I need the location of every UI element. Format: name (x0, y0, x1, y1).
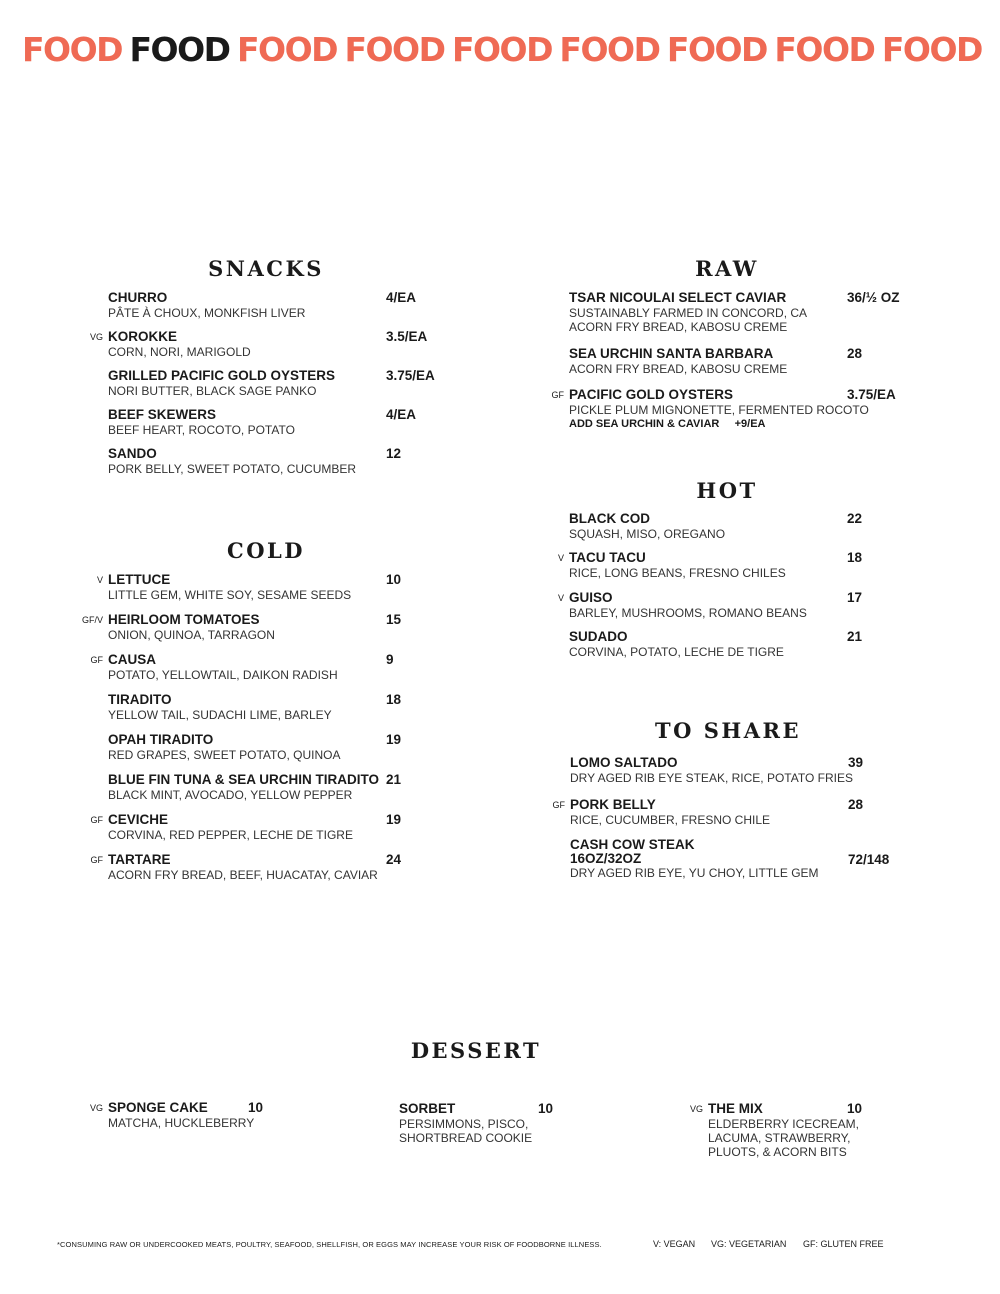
menu-item-cash-cow-steak-16oz-32oz (570, 837, 890, 880)
banner-word: FOOD (774, 30, 875, 69)
item-description: ACORN FRY BREAD, KABOSU CREME (569, 362, 788, 376)
banner-word: FOOD (666, 30, 767, 69)
item-name: CEVICHE (108, 812, 169, 827)
item-name: SUDADO (569, 629, 628, 644)
item-description: SUSTAINABLY FARMED IN CONCORD, CA (569, 306, 808, 320)
menu-item-sea-urchin-santa-barbara (569, 346, 863, 376)
menu-item-sorbet (399, 1101, 554, 1145)
item-price: 9 (386, 652, 394, 667)
cold-heading: COLD (227, 538, 305, 563)
item-name: GUISO (569, 590, 613, 605)
item-price: 19 (386, 732, 402, 747)
item-description: POTATO, YELLOWTAIL, DAIKON RADISH (108, 668, 338, 682)
item-name: PORK BELLY (570, 797, 656, 812)
menu-item-the-mix (689, 1101, 863, 1159)
item-price: 28 (847, 346, 863, 361)
item-description: RED GRAPES, SWEET POTATO, QUINOA (108, 748, 341, 762)
item-name: PACIFIC GOLD OYSTERS (569, 387, 734, 402)
item-price: 12 (386, 446, 402, 461)
dietary-tag: VG (689, 1104, 703, 1114)
menu-item-causa (90, 652, 394, 682)
item-name: KOROKKE (108, 329, 178, 344)
item-name: TACU TACU (569, 550, 646, 565)
legend-vegan: V: VEGAN (653, 1239, 696, 1249)
item-description: DRY AGED RIB EYE STEAK, RICE, POTATO FRIES (570, 771, 853, 785)
item-description: ACORN FRY BREAD, KABOSU CREME (569, 320, 788, 334)
item-description: PERSIMMONS, PISCO, (399, 1117, 529, 1131)
banner-word: FOOD (236, 30, 338, 69)
item-name: BLUE FIN TUNA & SEA URCHIN TIRADITO (108, 772, 379, 787)
banner-word: FOOD (22, 30, 123, 69)
menu-item-black-cod (569, 511, 863, 541)
menu-item-lomo-saltado (570, 755, 864, 785)
menu-item-pacific-gold-oysters (551, 387, 896, 431)
dessert-heading: DESSERT (410, 1038, 542, 1063)
menu-item-opah-tiradito (108, 732, 402, 762)
item-price: 10 (386, 572, 402, 587)
item-price: 4/EA (386, 407, 417, 422)
item-name: TARTARE (108, 852, 171, 867)
menu-item-blue-fin-tuna-sea-urchin-tiradito (108, 772, 402, 802)
item-description: CORN, NORI, MARIGOLD (108, 345, 251, 359)
item-description: ELDERBERRY ICECREAM, (708, 1117, 859, 1131)
item-description: CORVINA, POTATO, LECHE DE TIGRE (569, 645, 784, 659)
menu-item-guiso (557, 590, 863, 620)
menu-item-lettuce (96, 572, 402, 602)
item-name: SORBET (399, 1101, 456, 1116)
item-price: 15 (386, 612, 402, 627)
item-description: BARLEY, MUSHROOMS, ROMANO BEANS (569, 606, 807, 620)
item-price: 17 (847, 590, 863, 605)
item-name: CASH COW STEAK 16OZ/32OZ (570, 837, 695, 866)
item-price: 18 (847, 550, 863, 565)
menu-item-sponge-cake (89, 1100, 264, 1130)
item-description: RICE, LONG BEANS, FRESNO CHILES (569, 566, 786, 580)
item-price: 21 (847, 629, 863, 644)
item-description: MATCHA, HUCKLEBERRY (108, 1116, 255, 1130)
item-price: 3.75/EA (847, 387, 896, 402)
legend-gluten-free: GF: GLUTEN FREE (803, 1239, 884, 1249)
dietary-tag: V (96, 575, 103, 585)
item-name: SEA URCHIN SANTA BARBARA (569, 346, 774, 361)
item-description: BLACK MINT, AVOCADO, YELLOW PEPPER (108, 788, 353, 802)
banner-word: FOOD (881, 30, 982, 69)
item-price: 4/EA (386, 290, 417, 305)
item-price: 36/½ OZ (847, 290, 900, 305)
menu-item-tartare (90, 852, 402, 882)
food-banner (22, 30, 982, 70)
menu-item-tiradito (108, 692, 402, 722)
menu-item-grilled-pacific-gold-oysters (108, 368, 435, 398)
menu-item-ceviche (90, 812, 402, 842)
menu-item-tacu-tacu (557, 550, 863, 580)
item-description: RICE, CUCUMBER, FRESNO CHILE (570, 813, 771, 827)
item-description: ACORN FRY BREAD, BEEF, HUACATAY, CAVIAR (108, 868, 378, 882)
item-price: 10 (847, 1101, 863, 1116)
item-name: SPONGE CAKE (108, 1100, 208, 1115)
snacks-heading: SNACKS (208, 256, 324, 281)
item-price: 72/148 (848, 852, 890, 867)
item-description: LITTLE GEM, WHITE SOY, SESAME SEEDS (108, 588, 352, 602)
dietary-tag: GF (551, 390, 564, 400)
item-description: SHORTBREAD COOKIE (399, 1131, 533, 1145)
item-name: THE MIX (708, 1101, 763, 1116)
item-description: PÂTE À CHOUX, MONKFISH LIVER (108, 306, 306, 320)
dietary-tag: V (557, 593, 564, 603)
item-price: 10 (538, 1101, 554, 1116)
item-price: 3.5/EA (386, 329, 428, 344)
menu-item-sando (108, 446, 402, 476)
item-name: BEEF SKEWERS (108, 407, 217, 422)
menu-item-heirloom-tomatoes (81, 612, 402, 642)
item-name: SANDO (108, 446, 157, 461)
item-description: CORVINA, RED PEPPER, LECHE DE TIGRE (108, 828, 353, 842)
item-description: ONION, QUINOA, TARRAGON (108, 628, 275, 642)
item-description: PICKLE PLUM MIGNONETTE, FERMENTED ROCOTO (569, 403, 869, 417)
dietary-tag: VG (89, 1103, 103, 1113)
menu-item-sudado (569, 629, 863, 659)
banner-word: FOOD (344, 30, 445, 69)
banner-word: FOOD (129, 30, 230, 69)
item-price: 39 (848, 755, 864, 770)
item-description: SQUASH, MISO, OREGANO (569, 527, 726, 541)
item-description: LACUMA, STRAWBERRY, (708, 1131, 851, 1145)
item-name: CAUSA (108, 652, 157, 667)
dietary-tag: GF (90, 655, 103, 665)
menu-item-churro (108, 290, 417, 320)
banner-word: FOOD (559, 30, 660, 69)
item-name: TSAR NICOULAI SELECT CAVIAR (569, 290, 787, 305)
item-price: 10 (248, 1100, 264, 1115)
item-price: 3.75/EA (386, 368, 435, 383)
menu-item-korokke (89, 329, 428, 359)
item-name: LOMO SALTADO (570, 755, 678, 770)
item-price: 18 (386, 692, 402, 707)
item-name: CHURRO (108, 290, 168, 305)
item-name: OPAH TIRADITO (108, 732, 214, 747)
item-description: BEEF HEART, ROCOTO, POTATO (108, 423, 295, 437)
item-description: PLUOTS, & ACORN BITS (708, 1145, 847, 1159)
dietary-tag: GF (90, 815, 103, 825)
item-name: TIRADITO (108, 692, 172, 707)
item-addon: ADD SEA URCHIN & CAVIAR +9/EA (569, 418, 766, 430)
banner-word: FOOD (451, 30, 552, 69)
dietary-tag: VG (89, 332, 103, 342)
to-share-heading: TO SHARE (655, 718, 801, 743)
legend-vegetarian: VG: VEGETARIAN (711, 1239, 787, 1249)
item-description: NORI BUTTER, BLACK SAGE PANKO (108, 384, 317, 398)
item-price: 19 (386, 812, 402, 827)
menu-item-beef-skewers (108, 407, 417, 437)
item-price: 21 (386, 772, 402, 787)
hot-heading: HOT (696, 478, 758, 503)
foodborne-disclaimer: *CONSUMING RAW OR UNDERCOOKED MEATS, POULTRY, SEAFOOD, SHELLFISH, OR EGGS MAY INCREASE YOUR RISK OF FOODBORNE ILLNESS. (57, 1240, 602, 1249)
dietary-tag: GF (90, 855, 103, 865)
item-price: 24 (386, 852, 402, 867)
dietary-tag: GF/V (81, 615, 103, 625)
item-name: GRILLED PACIFIC GOLD OYSTERS (108, 368, 336, 383)
item-price: 22 (847, 511, 863, 526)
item-name: HEIRLOOM TOMATOES (108, 612, 260, 627)
raw-heading: RAW (695, 256, 759, 281)
item-name: BLACK COD (569, 511, 650, 526)
item-description: YELLOW TAIL, SUDACHI LIME, BARLEY (108, 708, 332, 722)
item-description: PORK BELLY, SWEET POTATO, CUCUMBER (108, 462, 357, 476)
menu-item-pork-belly (552, 797, 864, 827)
dietary-tag: GF (552, 800, 565, 810)
dietary-tag: V (557, 553, 564, 563)
item-name: LETTUCE (108, 572, 171, 587)
item-description: DRY AGED RIB EYE, YU CHOY, LITTLE GEM (570, 866, 819, 880)
menu-item-tsar-nicoulai-select-caviar (569, 290, 900, 334)
item-price: 28 (848, 797, 864, 812)
